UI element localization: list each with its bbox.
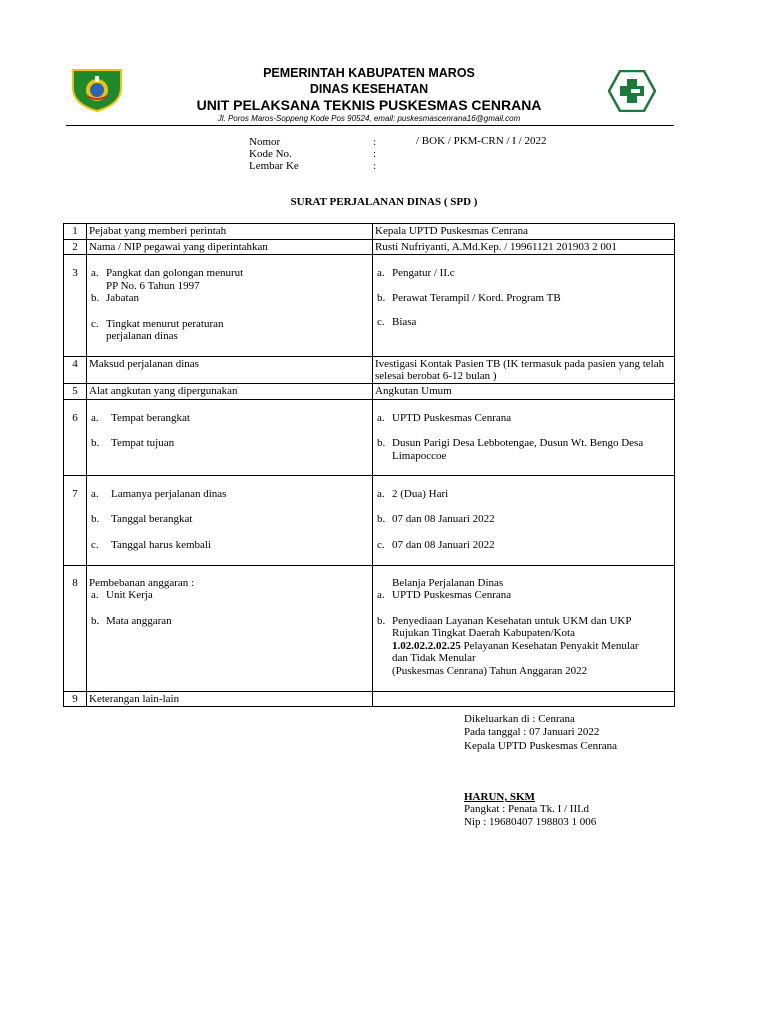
row-label: Alat angkutan yang dipergunakan (87, 384, 373, 400)
marker-a: a. (91, 411, 99, 424)
document-title: SURAT PERJALANAN DINAS ( SPD ) (290, 196, 478, 208)
destination-value-2: Limapoccoe (392, 449, 447, 462)
marker-b: b. (91, 614, 100, 627)
budget-account-line-5: (Puskesmas Cenrana) Tahun Anggaran 2022 (392, 664, 588, 677)
nomor-colon: : (373, 136, 377, 148)
row-value: Kepala UPTD Puskesmas Cenrana (373, 224, 675, 240)
row-value (373, 357, 675, 384)
header-divider (66, 125, 674, 126)
lembar-label: Lembar Ke (249, 160, 299, 172)
table-row (64, 475, 675, 565)
issued-date: Pada tanggal : 07 Januari 2022 (464, 726, 600, 738)
row-number: 6 (64, 399, 87, 475)
table-row (64, 239, 675, 255)
row-number: 9 (64, 691, 87, 707)
table-row (64, 399, 675, 475)
marker-a: a. (377, 589, 385, 601)
row-value (373, 691, 675, 707)
destination-value: Dusun Parigi Desa Lebbotengae, Dusun Wt. Bengo Desa (392, 437, 644, 449)
table-row (64, 224, 675, 240)
work-unit-label: Unit Kerja (106, 589, 153, 601)
signer-name: HARUN, SKM (464, 791, 535, 803)
level-label-2: perjalanan dinas (106, 330, 178, 342)
kode-label: Kode No. (249, 148, 292, 160)
table-row (64, 255, 675, 357)
budget-account-line-1: Penyediaan Layanan Kesehatan untuk UKM dan UKP (392, 614, 632, 627)
header-government: PEMERINTAH KABUPATEN MAROS (263, 66, 475, 80)
row-number: 7 (64, 475, 87, 565)
kode-colon: : (373, 148, 377, 160)
budget-account-line-2: Rujukan Tingkat Daerah Kabupaten/Kota (392, 627, 575, 639)
marker-a: a. (377, 411, 385, 424)
row-value (373, 475, 675, 565)
marker-b: b. (377, 614, 386, 627)
rank-value: Pengatur / II.c (392, 267, 455, 279)
marker-b: b. (377, 291, 386, 304)
row-label (87, 565, 373, 691)
row-value (373, 399, 675, 475)
issued-at: Dikeluarkan di : Cenrana (464, 713, 575, 725)
rank-label-2: PP No. 6 Tahun 1997 (106, 279, 200, 292)
row-label (87, 399, 373, 475)
table-row (64, 691, 675, 707)
marker-c: c. (91, 538, 99, 551)
table-row (64, 565, 675, 691)
position-value: Perawat Terampil / Kord. Program TB (392, 291, 561, 304)
nomor-label: Nomor (249, 136, 281, 148)
position-label: Jabatan (106, 292, 139, 304)
budget-account-code: 1.02.02.2.02.25 (392, 639, 461, 652)
departure-date-label: Tanggal berangkat (111, 513, 193, 525)
marker-b: b. (91, 513, 100, 525)
level-label: Tingkat menurut peraturan (106, 317, 224, 330)
lembar-colon: : (373, 160, 377, 172)
marker-a: a. (377, 267, 385, 279)
duration-value: 2 (Dua) Hari (392, 487, 449, 500)
row-label: Maksud perjalanan dinas (87, 357, 373, 384)
signer-position: Kepala UPTD Puskesmas Cenrana (464, 740, 618, 752)
nomor-value: / BOK / PKM-CRN / I / 2022 (416, 135, 547, 147)
row-number: 3 (64, 255, 87, 357)
departure-place-label: Tempat berangkat (111, 411, 190, 424)
signer-nip: Nip : 19680407 198803 1 006 (464, 816, 597, 828)
row-number: 8 (64, 565, 87, 691)
budget-label: Pembebanan anggaran : (89, 576, 195, 589)
row-value (373, 255, 675, 357)
marker-a: a. (377, 487, 385, 500)
purpose-line-1: Ivestigasi Kontak Pasien TB (IK termasuk pada pasien yang telah (375, 358, 665, 370)
marker-b: b. (91, 437, 100, 449)
purpose-line-2: selesai berobat 6-12 bulan ) (375, 369, 497, 382)
budget-account-line-3: Pelayanan Kesehatan Penyakit Menular (460, 639, 639, 652)
level-value: Biasa (392, 316, 417, 328)
row-label: Pejabat yang memberi perintah (87, 224, 373, 240)
header-unit: UNIT PELAKSANA TEKNIS PUSKESMAS CENRANA (196, 97, 542, 113)
marker-a: a. (91, 267, 99, 279)
work-unit-value: UPTD Puskesmas Cenrana (392, 589, 512, 601)
row-value (373, 565, 675, 691)
header-department: DINAS KESEHATAN (309, 82, 429, 96)
row-number: 2 (64, 239, 87, 255)
marker-b: b. (91, 292, 100, 304)
row-value: Angkutan Umum (373, 384, 675, 400)
spd-table (63, 223, 675, 707)
marker-a: a. (91, 589, 99, 601)
row-label: Nama / NIP pegawai yang diperintahkan (87, 239, 373, 255)
marker-c: c. (377, 538, 385, 551)
header-address: Jl. Poros Maros-Soppeng Kode Pos 90524, email: puskesmascenrana16@gmail.com (217, 114, 521, 123)
return-date-label: Tanggal harus kembali (111, 538, 212, 551)
budget-head-value: Belanja Perjalanan Dinas (392, 576, 504, 589)
marker-c: c. (91, 317, 99, 330)
departure-place-value: UPTD Puskesmas Cenrana (392, 411, 512, 424)
marker-c: c. (377, 316, 385, 328)
marker-b: b. (377, 513, 386, 525)
table-row (64, 384, 675, 400)
row-label (87, 255, 373, 357)
budget-account-line-4: dan Tidak Menular (392, 652, 476, 664)
row-label: Keterangan lain-lain (87, 691, 373, 707)
row-number: 4 (64, 357, 87, 384)
departure-date-value: 07 dan 08 Januari 2022 (392, 513, 495, 525)
marker-a: a. (91, 487, 99, 500)
row-label (87, 475, 373, 565)
row-number: 5 (64, 384, 87, 400)
destination-label: Tempat tujuan (111, 437, 175, 449)
signer-rank: Pangkat : Penata Tk. I / III.d (464, 803, 590, 815)
marker-b: b. (377, 437, 386, 449)
budget-account-label: Mata anggaran (106, 614, 172, 627)
rank-label: Pangkat dan golongan menurut (106, 267, 244, 279)
row-number: 1 (64, 224, 87, 240)
table-row (64, 357, 675, 384)
row-value: Rusti Nufriyanti, A.Md.Kep. / 19961121 201903 2 001 (373, 239, 675, 255)
return-date-value: 07 dan 08 Januari 2022 (392, 538, 495, 551)
duration-label: Lamanya perjalanan dinas (111, 487, 227, 500)
